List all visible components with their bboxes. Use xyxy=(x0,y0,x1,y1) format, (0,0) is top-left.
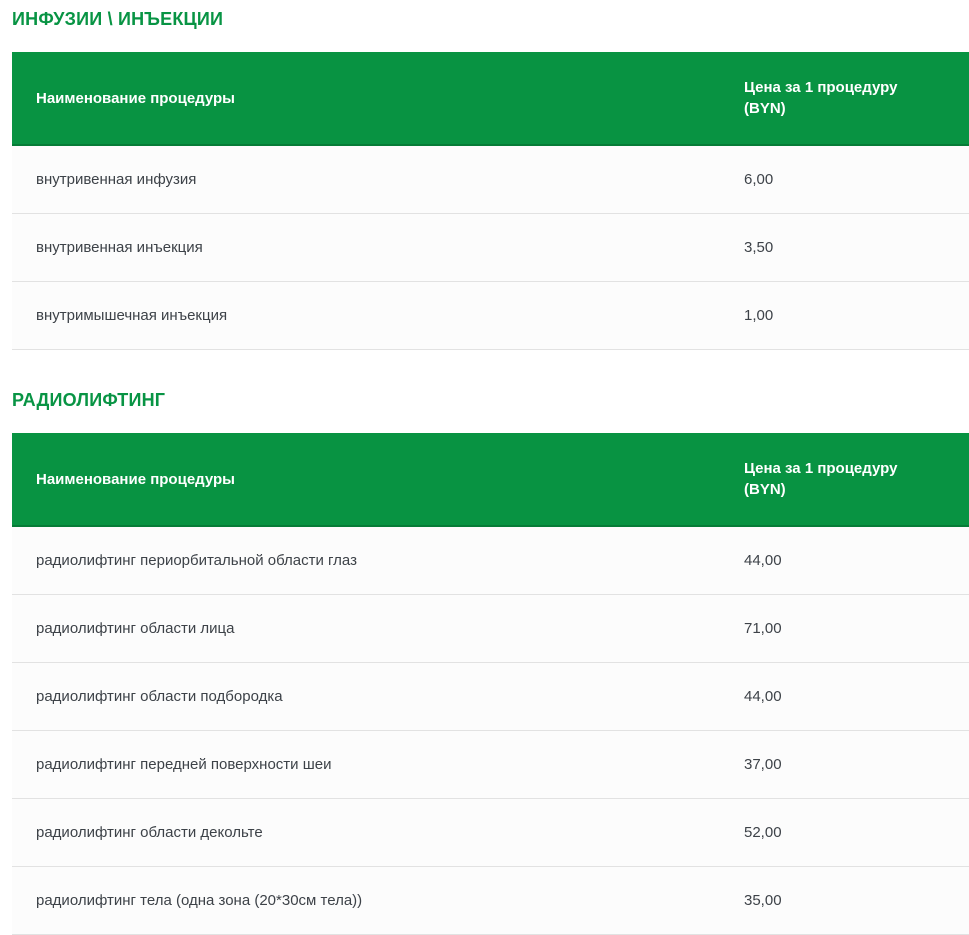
price-cell: 1,00 xyxy=(720,282,969,350)
procedure-name-cell: внутривенная инфузия xyxy=(12,145,720,214)
table-row xyxy=(12,145,969,214)
price-cell: 44,00 xyxy=(720,526,969,595)
price-cell: 6,00 xyxy=(720,145,969,214)
table-row xyxy=(12,526,969,595)
section-radiolifting xyxy=(12,390,969,935)
table-row xyxy=(12,214,969,282)
price-cell: 37,00 xyxy=(720,731,969,799)
price-table xyxy=(12,433,969,935)
procedure-name-cell: радиолифтинг области лица xyxy=(12,595,720,663)
price-cell: 52,00 xyxy=(720,799,969,867)
price-cell: 35,00 xyxy=(720,867,969,935)
section-title: РАДИОЛИФТИНГ xyxy=(12,390,166,410)
table-row xyxy=(12,282,969,350)
table-row xyxy=(12,867,969,935)
procedure-name-cell: радиолифтинг передней поверхности шеи xyxy=(12,731,720,799)
procedure-name-cell: радиолифтинг области подбородка xyxy=(12,663,720,731)
column-header-procedure-label: Наименование процедуры xyxy=(36,470,235,488)
column-header-procedure-label: Наименование процедуры xyxy=(36,89,235,107)
table-row xyxy=(12,595,969,663)
procedure-name-cell: радиолифтинг тела (одна зона (20*30см тела)) xyxy=(12,867,720,935)
table-row xyxy=(12,731,969,799)
procedure-name-cell: радиолифтинг области декольте xyxy=(12,799,720,867)
column-header-price xyxy=(720,433,969,526)
section-infusions-injections xyxy=(12,9,969,350)
procedure-name-cell: внутривенная инъекция xyxy=(12,214,720,282)
price-cell: 3,50 xyxy=(720,214,969,282)
table-header-row xyxy=(12,433,969,526)
price-cell: 71,00 xyxy=(720,595,969,663)
column-header-procedure xyxy=(12,433,720,526)
table-row xyxy=(12,663,969,731)
table-header-row xyxy=(12,52,969,145)
section-title: ИНФУЗИИ \ ИНЪЕКЦИИ xyxy=(12,9,224,29)
price-cell: 44,00 xyxy=(720,663,969,731)
procedure-name-cell: внутримышечная инъекция xyxy=(12,282,720,350)
price-table xyxy=(12,52,969,350)
column-header-price-label: Цена за 1 процедуру (BYN) xyxy=(744,460,898,498)
column-header-price xyxy=(720,52,969,145)
price-list-page xyxy=(0,9,969,907)
column-header-procedure xyxy=(12,52,720,145)
table-row xyxy=(12,799,969,867)
procedure-name-cell: радиолифтинг периорбитальной области глаз xyxy=(12,526,720,595)
column-header-price-label: Цена за 1 процедуру (BYN) xyxy=(744,79,898,117)
